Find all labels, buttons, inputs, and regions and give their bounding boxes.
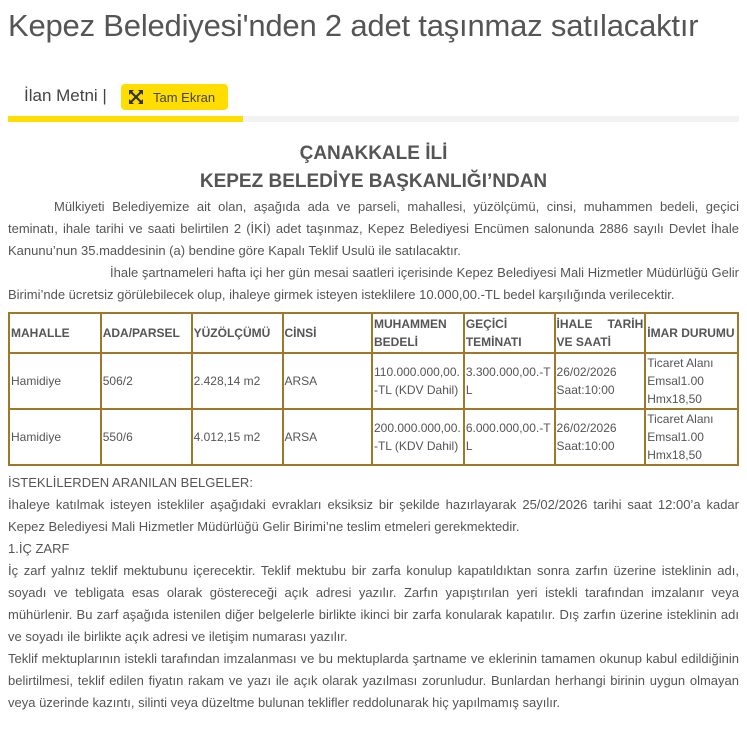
tab-bar xyxy=(8,82,739,122)
announcement-body xyxy=(8,140,739,714)
cell-imar-durumu xyxy=(645,409,738,465)
fullscreen-button[interactable] xyxy=(121,84,228,110)
cell-gecici-teminati: 3.300.000,00.-TL xyxy=(464,353,555,409)
cell-muhammen-bedeli: 110.000.000,00.-TL (KDV Dahil) xyxy=(372,353,464,409)
col-header-imar-durumu: İMAR DURUMU xyxy=(645,313,738,353)
imar-line: Ticaret Alanı xyxy=(647,356,714,370)
cell-ada-parsel: 506/2 xyxy=(101,353,192,409)
col-header-ihale-tarih: İHALE TARİH VE SAATİ xyxy=(555,313,646,353)
required-documents-title: İSTEKLİLERDEN ARANILAN BELGELER: xyxy=(8,475,253,490)
imar-line: Emsal1.00 xyxy=(647,430,704,444)
expand-arrows-icon xyxy=(129,90,143,104)
col-header-muhammen-bedeli: MUHAMMEN BEDELİ xyxy=(372,313,464,353)
heading-municipality: KEPEZ BELEDİYE BAŞKANLIĞI’NDAN xyxy=(199,171,548,192)
inner-envelope-paragraph: İç zarf yalnız teklif mektubunu içerecektir. Teklif mektubu bir zarfa konulup kapatıldıktan sonra zarfın üzerine isteklinin adı, soyadı ve tebligata esas olarak göstereceği açık adresi yazılır. Zarfın yapıştırılan yeri istekli tarafından imzalanır veya mühürlenir. Bu zarf aşağıda istenilen diğer belgelerle birlikte ikinci bir zarfa konularak kapatılır. Dış zarfın üzerine isteklinin adı ve soyadı ile birlikte açık adresi ve iletişim numarası yazılır. xyxy=(8,563,739,644)
table-header-row xyxy=(9,313,738,353)
cell-cinsi: ARSA xyxy=(283,353,372,409)
imar-line: Emsal1.00 xyxy=(647,374,704,388)
cell-mahalle: Hamidiye xyxy=(9,409,101,465)
col-header-cinsi: CİNSİ xyxy=(283,313,372,353)
col-header-gecici-teminati: GEÇİCİ TEMİNATI xyxy=(464,313,555,353)
intro-paragraph: Mülkiyeti Belediyemize ait olan, aşağıda ada ve parseli, mahallesi, yüzölçümü, cinsi, muhammen bedeli, geçici teminatı, ihale tarihi ve saati belirtilen 2 (İKİ) adet taşınmaz, Kepez Belediyesi Encümen salonunda 2886 sayılı Devlet İhale Kanunu’nun 35.maddesinin (a) bendine göre Kapalı Teklif Usulü ile satılacaktır. xyxy=(8,199,739,258)
inner-envelope-title: 1.İÇ ZARF xyxy=(8,541,70,556)
cell-cinsi: ARSA xyxy=(283,409,372,465)
cell-mahalle: Hamidiye xyxy=(9,353,101,409)
spec-paragraph: İhale şartnameleri hafta içi her gün mesai saatleri içerisinde Kepez Belediyesi Mali Hizmetler Müdürlüğü Gelir Birimi’nde ücretsiz görülebilecek olup, ihaleye girmek isteyen isteklilere 10.000,00.-TL bedel karşılığında verilecektir. xyxy=(8,265,739,302)
fullscreen-label: Tam Ekran xyxy=(153,89,216,105)
heading-province: ÇANAKKALE İLİ xyxy=(299,143,448,164)
cell-ihale-tarih: 26/02/2026 Saat:10:00 xyxy=(555,353,646,409)
col-header-yuzolcumu: YÜZÖLÇÜMÜ xyxy=(192,313,283,353)
col-header-ada-parsel: ADA/PARSEL xyxy=(101,313,192,353)
tab-active-indicator xyxy=(8,116,243,122)
cell-imar-durumu xyxy=(645,353,738,409)
cell-yuzolcumu: 2.428,14 m2 xyxy=(192,353,283,409)
required-documents-paragraph: İhaleye katılmak isteyen istekliler aşağıdaki evrakları eksiksiz bir şekilde hazırlayarak 25/02/2026 tarihi saat 12:00’a kadar Kepez Belediyesi Mali Hizmetler Müdürlüğü Gelir Birimi’ne teslim etmeleri gerekmektedir. xyxy=(8,497,739,534)
cell-ada-parsel: 550/6 xyxy=(101,409,192,465)
table-row xyxy=(9,409,738,465)
page-title: Kepez Belediyesi'nden 2 adet taşınmaz satılacaktır xyxy=(8,8,699,43)
table-row xyxy=(9,353,738,409)
offer-letter-paragraph: Teklif mektuplarının istekli tarafından imzalanması ve bu mektuplarda şartname ve eklerinin tamamen okunup kabul edildiğinin belirtilmesi, teklif edilen fiyatın rakam ve yazı ile açık olarak yazılması zorunludur. Bunlardan herhangi birinin uygun olmayan veya üzerinde kazıntı, silinti veya düzeltme bulunan teklifler reddolunarak hiç yapılmamış sayılır. xyxy=(8,651,739,710)
property-table xyxy=(8,312,739,466)
imar-line: Hmx18,50 xyxy=(647,392,702,406)
tab-ilan-metni[interactable]: İlan Metni | xyxy=(24,86,107,105)
cell-muhammen-bedeli: 200.000.000,00.-TL (KDV Dahil) xyxy=(372,409,464,465)
cell-gecici-teminati: 6.000.000,00.-TL xyxy=(464,409,555,465)
imar-line: Hmx18,50 xyxy=(647,448,702,462)
imar-line: Ticaret Alanı xyxy=(647,412,714,426)
cell-yuzolcumu: 4.012,15 m2 xyxy=(192,409,283,465)
col-header-mahalle: MAHALLE xyxy=(9,313,101,353)
cell-ihale-tarih: 26/02/2026 Saat:10:00 xyxy=(555,409,646,465)
